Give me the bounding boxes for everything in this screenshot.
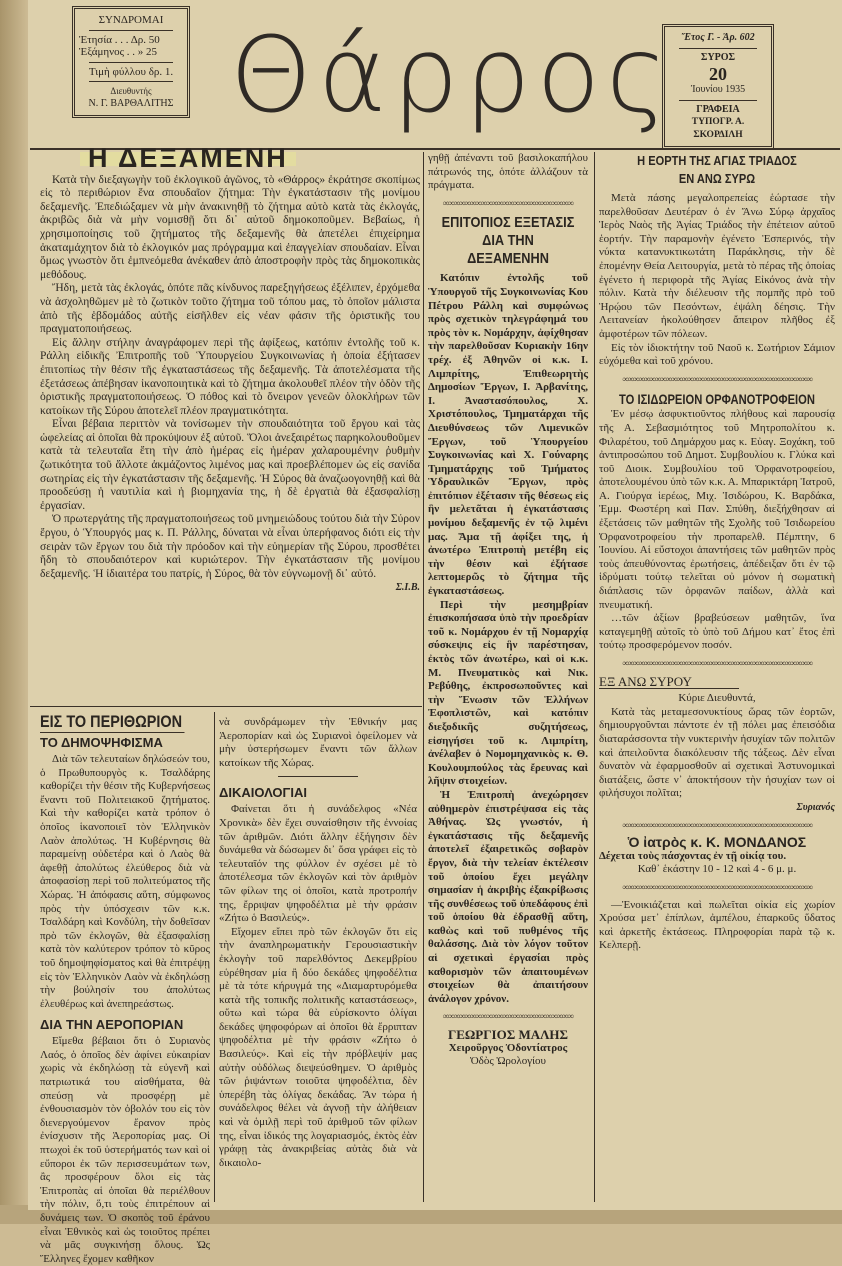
orphanage-title: ΤΟ ΙΣΙΔΩΡΕΙΟΝ ΟΡΦΑΝΟΤΡΟΦΕΙΟΝ	[619, 391, 815, 408]
paragraph: Περὶ τὴν μεσημβρίαν ἐπισκοπήσασα ὑπὸ τὴν προεδρίαν τοῦ κ. Νομάρχου ἐν τῇ Νομαρχίᾳ σύσκεψις εἰς ἣν παρέστησαν, ἐκτὸς τῶν ἀνωτέρω, καὶ οἱ κ.κ. Μ. Πνευματικὸς καὶ Νικ. Ρεβύθης, ἐκπροσωποῦντες καὶ τὴν Ἕνωσιν τῶν Ἑλλήνων Ἐφοπλιστῶν, καὶ κατόπιν διεξοδικῆς συζητήσεως, εἰσηγήσει τοῦ κ. Λιμπρίτη, ἀνέλαβεν ὁ Νομομηχανικὸς κ. Θ. Κουλουμπούλος τὰς ἔρευνας καὶ λῆψιν στοιχείων.	[428, 598, 588, 788]
paragraph: Εἰς ἄλλην στήλην ἀναγράφομεν περὶ τῆς ἀφίξεως, κατόπιν ἐντολῆς τοῦ κ. Ράλλη εἰδικῆς Ἐπιτροπῆς τοῦ Ὑπουργείου Συγκοινωνίας ἡ ὁποία ἐξήτασεν ἐπιτοπίως τὴν θέσιν τῆς ἐγκαταστάσεως τῆς δεξαμενῆς. Τὰ ἀποτελέσματα τῆς ἐξετάσεως ἀπέβησαν ἱκανοποιητικὰ καὶ τὸ ζήτημα ἀκολουθεῖ πλέον τὴν ὁδὸν τῆς ὁριστικῆς πραγματοποιήσεως. Ὁ πόθος καὶ τὸ ὄνειρον γενεῶν ὁλοκλήρων τῶν κατοίκων τῆς Σύρου ἀποτελεῖ πλέον πραγματικότητα.	[40, 336, 420, 417]
justifications-title: ΔΙΚΑΙΟΛΟΓΙΑΙ	[219, 785, 307, 801]
place: ΣΥΡΟΣ	[700, 51, 736, 63]
signature: Σ.Ι.Β.	[395, 582, 420, 594]
margin-section-title: ΕΙΣ ΤΟ ΠΕΡΙΘΩΡΙΟΝ	[40, 712, 185, 733]
letter-signature: Συριανός	[796, 801, 835, 813]
classified-ad: —Ἐνοικιάζεται καὶ πωλεῖται οἰκία εἰς χωρίον Χρούσα μετ᾽ ἐπίπλων, ἀμπέλου, ἐπαρκοῦς ὕδατος καὶ ἀρκετῆς ἐκτάσεως. Πληροφορίαι παρὰ τῷ κ. Κελπερῇ.	[599, 898, 835, 952]
dentist-profession: Χειροῦργος Ὀδοντίατρος	[448, 1041, 568, 1054]
paragraph: Ἡ Ἐπιτροπὴ ἀνεχώρησεν αὐθημερὸν ἐπιστρέψασα εἰς τὰς Ἀθήνας. Ὡς γνωστόν, ἡ ἐγκατάστασις τῆς δεξαμενῆς ἀποτελεῖ ἐξαιρετικῶς σοβαρὸν ἔργον, διὰ τὴν τελείαν ἐκτέλεσιν τοῦ ὁποίου ἔχει μεγάλην σημασίαν ἡ ἀκριβὴς ἐξακρίβωσις τῆς συνθέσεως τοῦ ὑπεδάφους ἐπὶ τοῦ ὁποίου θὰ ἐδρασθῇ αὕτη, καθὼς καὶ τοῦ πυθμένος τῆς θαλάσσης. Διὰ τὸν λόγον τοῦτον αἱ σχετικαὶ ἐργασίαι πρὸς καθορισμὸν τῶν ἀπαιτουμένων στοιχείων θὰ ἀπαιτήσουν ἀνάλογον χρόνον.	[428, 788, 588, 1005]
ornament-divider: ∞∞∞∞∞∞∞∞∞∞∞∞∞∞∞∞∞∞∞∞∞∞∞∞∞∞∞∞∞∞∞∞∞∞∞	[622, 819, 812, 830]
subscription-heading: ΣΥΝΔΡΟΜΑΙ	[98, 14, 164, 26]
column-rule	[423, 152, 424, 1202]
date-month-year: Ἰουνίου 1935	[690, 84, 746, 95]
ornament-divider: ∞∞∞∞∞∞∞∞∞∞∞∞∞∞∞∞∞∞∞∞∞∞∞∞	[443, 197, 573, 208]
letter-title: ΕΞ ΑΝΩ ΣΥΡΟΥ	[599, 675, 739, 690]
inspection-title-line1: ΕΠΙΤΟΠΙΟΣ ΕΞΕΤΑΣΙΣ	[441, 214, 575, 232]
director-label: Διευθυντής	[110, 86, 152, 96]
referendum-title: ΤΟ ΔΗΜΟΨΗΦΙΣΜΑ	[40, 735, 163, 750]
ornament-divider: ∞∞∞∞∞∞∞∞∞∞∞∞∞∞∞∞∞∞∞∞∞∞∞∞∞∞∞∞∞∞∞∞∞∞∞	[622, 373, 812, 384]
letter-salutation: Κύριε Διευθυντά,	[678, 692, 756, 705]
paragraph: Κατὰ τὰς μεταμεσονυκτίους ὥρας τῶν ἑορτῶν, δημιουργοῦνται πάντοτε ἐν τῇ πόλει μας ἐπεισόδια διαταράσσοντα τὴν νυκτερινὴν ἡσυχίαν τῶν πολιτῶν καὶ ἀπειλοῦντα διακόλευσιν τῆς τάξεως. Δὲν εἶναι δυνατὸν νὰ ἐφαρμοσθοῦν αἱ σχετικαὶ Ἀστυνομικαὶ διατάξεις, ὥστε ν᾽ ἀποκτήσουν τὴν ἡσυχίαν των οἱ φιλήσυχοι πολῖται;	[599, 705, 835, 800]
feast-title-line2: ΕΝ ΑΝΩ ΣΥΡΩ	[678, 171, 756, 186]
feast-title-line1: Η ΕΟΡΤΗ ΤΗΣ ΑΓΙΑΣ ΤΡΙΑΔΟΣ	[637, 153, 797, 168]
paragraph: …τῶν ἀξίων βραβεύσεων μαθητῶν, ἵνα καταγεμηθῇ αὐτοῖς τὸ ὑπὸ τοῦ Δήμου κατ᾽ ἔτος ἐπὶ τούτῳ προσφερόμενον ποσόν.	[599, 612, 835, 652]
main-article-title: Η ΔΕΞΑΜΕΝΗ	[80, 152, 296, 166]
inspection-title-line2: ΔΙΑ ΤΗΝ ΔΕΞΑΜΕΝΗΝ	[467, 232, 549, 268]
annual-price: Ἐτησία . . . Δρ. 50	[79, 33, 160, 46]
paragraph: Ἐν μέσῳ ἀσφυκτιοῦντος πλήθους καὶ παρουσίᾳ τῆς Α. Σεβασμιότητος τοῦ Μητροπολίτου κ. Φιλαρέτου, τοῦ Δημάρχου μας κ. Εὐαγ. Ξοχάκη, τοῦ ἀντιπροσώπου τοῦ Δημοτ. Συμβουλίου κ. Γλύκα καὶ τοῦ Διοικ. Συμβουλίου τοῦ Ὀρφανοτροφείου, ἀποτελουμένου ὑπὸ τῶν κ.κ. Α. Μπαρικτάρη Ἰατροῦ, Α. Γιούργα ἱερέως, Μιχ. Ἰσιδώρου, Κ. Βαρδάκα, Ἐμμ. Φωστέρη καὶ Παν. Σπύθη, διεξήχθησαν αἱ ἐξετάσεις τῶν μαθητῶν τῆς Σχολῆς τοῦ Ἰσιδωρείου Ὀρφανοτροφείου τὴν προπαρελθ. Πέμπτην, 6 Ἰουνίου. Αἱ εὔστοχοι ἀπαντήσεις τῶν μαθητῶν πρὸς τοὺς ἀπευθύνοντας ἐρωτήσεις, ἀπέδειξαν ὅτι ἐν τῷ ἱδρύματι τούτῳ τελεῖται οὐ μόνον ἡ σωματικὴ διάπλασις τῶν ὀρφανῶν παίδων, ἀλλὰ καὶ πνευματική.	[599, 408, 835, 611]
paragraph: Εἴχομεν εἴπει πρὸ τῶν ἐκλογῶν ὅτι εἰς τὴν ἀναπληρωματικὴν Γερουσιαστικὴν ἐκλογὴν τοῦ παρελθόντος Δεκεμβρίου εὑρέθησαν μία ἢ δύο δεκάδες ψηφοδέλτια μὲ τὰ τότε κήρυγμά της «Διαμαρτυρόμεθα κατὰ τῆς τοπικῆς πολιτικῆς καταστάσεως», οὕτω καὶ τώρα θὰ εὑρίσκοντο ὀλίγαι δεκάδες ψηφοφόρων αἱ ὁποῖοι θὰ ἔρριπταν ψηφοδέλτια μὲ τὴν φράσιν «Ζήτω ὁ Βασιλεύς». Καὶ εἰς τὴν πρόβλεψίν μας αὐτὴν οὐδόλως διεψεύσθημεν. Ὁ ἀριθμὸς τῶν ῥιψάντων τοιοῦτα ψηφοδέλτια, δὲν ὑπερέβη τὰς ὀλίγας δεκάδας. Ἂν τώρα ἡ συνάδελφος θέλει νὰ ἀγνοῇ τὴν ἀλήθειαν καὶ νὰ ὁμιλῇ περὶ τοῦ ἀριθμοῦ τῶν φίλων της, εἶναι ἰδικός της λογαριασμός, ἐκτὸς ἐὰν γράφῃ τὰς ἀνακριβείας αὐτὰς διὰ νὰ δικαιολο-	[219, 925, 417, 1169]
ornament-divider: ∞∞∞∞∞∞∞∞∞∞∞∞∞∞∞∞∞∞∞∞∞∞∞∞∞∞∞∞∞∞∞∞∞∞∞	[622, 658, 812, 668]
paragraph: Κατὰ τὴν διεξαγωγὴν τοῦ ἐκλογικοῦ ἀγῶνος, τὸ «Θάρρος» ἐκράτησε σκοπίμως εἰς τὸ περιθώριον ἕνα σπουδαῖον ζήτημα: Τὴν ἐγκατάστασιν τῆς μονίμου δεξαμενῆς. Ἐπεδιώξαμεν νὰ μὴν ἀνακινηθῇ τὸ ζήτημα αὐτὸ κατὰ τὰς ἐκλογάς, ἀκριβῶς διὰ νὰ μὴν νομισθῇ ὅτι δι᾽ αὐτοῦ δημοκοποῦμεν. Βεβαίως, ἡ χρησιμοποίησις τοῦ ζητήματος τῆς δεξαμενῆς θὰ ἀπετέλει ἐπιχείρημα ἀκαταμάχητον διὰ τὸ ἐκλογικόν μας πρόγραμμα καὶ ἐπαγγελίαν σπουδαίαν. Εἶναι ὅμως γνωστὸν ὅτι ἐμπνεόμεθα ἀνέκαθεν ἀπὸ ἀποστροφὴν πρὸς τὰς δημοκοπικὰς μεθόδους.	[40, 173, 420, 281]
column-rule	[594, 152, 595, 1202]
paragraph: Διὰ τῶν τελευταίων δηλώσεών του, ὁ Πρωθυπουργὸς κ. Τσαλδάρης καθορίζει τὴν θέσιν τῆς Κυβερνήσεως ἔναντι τοῦ Πολιτειακοῦ ζητήματος. Καὶ τὴν καθορίζει κατὰ τρόπον ὁ ὁποῖος ἱκανοποιεῖ τὸν Ἑλληνικὸν Λαὸν ἀπολύτως. Ἡ Κυβέρνησις θὰ παραμείνῃ οὐδετέρα καὶ ὁ Λαὸς θὰ ἀφεθῇ ἀπολύτως ἐλεύθερος διὰ νὰ ἀποφασίσῃ περὶ τοῦ πολιτεύματος τῆς Χώρας. Ἡ ἀπόφασις αὕτη, σύμφωνος πρὸς τὴν ὑπόσχεσιν τῶν κ.κ. Τσαλδάρη καὶ Κονδύλη, τὴν δοθεῖσαν πρὸ τῶν ἐκλογῶν, θὰ ἐξασφαλίσῃ κατὰ τὸν καλύτερον τρόπον τὸ κῦρος τοῦ δημοψηφίσματος καὶ θὰ ἐπιτρέψῃ εἰς τὸν Ἑλληνικὸν Λαὸν νὰ ἐκδηλώσῃ τὴν βούλησίν του ἀπολύτως ἐλευθέρως καὶ ἀνεπηρεάστως.	[40, 753, 210, 1010]
paragraph: Εἶναι βέβαια περιττὸν νὰ τονίσωμεν τὴν σπουδαιότητα τοῦ ἔργου καὶ τὰς ὠφελείας αἱ ὁποῖαι θὰ προκύψουν ἐξ αὐτοῦ. Ὅλοι ἀνεξαιρέτως παρηκολουθοῦμεν κατὰ τὰ τελευταῖα ἔτη τὴν ἀπὸ ἡμέρας εἰς ἡμέραν χαλαρουμένην ῥυθμὴν ζωτικότητα τοῦ ἄλλοτε ἀκμάζοντος λιμένος μας καὶ προεβλέπομεν ὡς εἰς σανίδα σωτηρίας εἰς τὴν ἐγκατάστασιν τῆς δεξαμενῆς. Ἡ Σύρος θὰ ἀναζωογονηθῇ καὶ θὰ προοδεύσῃ ἡ ναυτιλία καὶ ἡ βιομηχανία της, ἡ δὲ ἐργατιὰ θὰ ἐξασφαλίσῃ ἐργασίαν.	[40, 418, 420, 512]
carryover-text: νὰ συνδράμωμεν τὴν Ἐθνικήν μας Ἀεροπορίαν καὶ ὡς Συριανοὶ ὀφείλομεν νὰ μὴν ὑστερήσωμεν ἔναντι τῶν ἄλλων κατοίκων τῆς Χώρας.	[219, 716, 417, 769]
page-spine	[0, 0, 28, 1224]
issue-box	[662, 24, 774, 149]
sheet-price: Τιμὴ φύλλου δρ. 1.	[88, 65, 174, 78]
right-column	[599, 152, 835, 1204]
margin-section	[40, 712, 210, 1265]
dentist-name: ΓΕΩΡΓΙΟΣ ΜΑΛΗΣ	[447, 1027, 569, 1043]
paragraph: Κατόπιν ἐντολῆς τοῦ Ὑπουργοῦ τῆς Συγκοινωνίας Κου Πέτρου Ράλλη καὶ συμφώνως πρὸς σχετικὸν τηλεγράφημά του πρὸς τὸν κ. Νομάρχην, ἀφίχθησαν τὴν παρελθοῦσαν Κυριακὴν 16ην τρέχ. ἐξ Ἀθηνῶν οἱ κ.κ. Ι. Λιμπρίτης, Ἐπιθεωρητὴς Δημοσίων Ἔργων, Ι. Ἀρβανίτης, Ι. Ἀναστασόπουλος, Χ. Χριστόπουλος, Τμηματάρχαι τῆς Διευθύνσεως τῶν Λιμενικῶν Ἔργων, τοῦ Ὑπουργείου Συγκοινωνίας καὶ Χ. Γούναρης Τμηματάρχης τοῦ Τμήματος Ὑδραυλικῶν Ἔργων, πρὸς ἐπιτόπιον ἐξέτασιν τῆς θέσεως εἰς ἣν μελετᾶται ἡ ἐγκατάστασις μονίμου δεξαμενῆς ἐν τῷ λιμένι μας. Ἅμα τῇ ἀφίξει της, ἡ ἀνωτέρω Ἐπιτροπὴ μετέβη εἰς τὴν θέσιν καὶ ἐξήτασε λεπτομερῶς τὸ ζήτημα τῆς ἐγκαταστάσεως.	[428, 272, 588, 598]
main-article-rule	[30, 706, 422, 707]
semiannual-price: Ἑξάμηνος . . » 25	[79, 46, 157, 58]
date-day: 20	[709, 64, 727, 84]
main-article	[40, 143, 420, 702]
carryover-text: γηθῇ ἀπέναντι τοῦ βασιλοκαπήλου πάτρωνός της, ὁπότε ἀλλάζουν τὰ πράγματα.	[428, 152, 588, 192]
paragraph: Φαίνεται ὅτι ἡ συνάδελφος «Νέα Χρονικὰ» δὲν ἔχει συναίσθησιν τῆς ἐννοίας τῶν ἀριθμῶν. Διότι ἄλλην ἐξήγησιν δὲν δυνάμεθα νὰ δώσωμεν δι᾽ ὅσα γράφει εἰς τὸ τελευταῖόν της φύλλον ἐν σχέσει μὲ τὸ ἀποτέλεσμα τῶν ἐκλογῶν καὶ τὸν ἀριθμὸν τῶν φίλων της οἱ ὁποῖοι, κατὰ προτροπήν της, ἔρριψαν ψηφοδέλτια μὲ τὴν φράσιν «Ζήτω ὁ Βασιλεύς».	[219, 803, 417, 925]
offices-label: ΓΡΑΦΕΙΑ	[696, 103, 740, 115]
paragraph: Ἤδη, μετὰ τὰς ἐκλογάς, ὁπότε πᾶς κίνδυνος παρεξηγήσεως ἐξέλιπεν, ἐρχόμεθα νὰ ἀσχοληθῶμεν μὲ τὸ ζωτικὸν τοῦτο ζήτημα τοῦ τόπου μας, τὸ ὁποῖον μάλιστα ἀπὸ τῆς ἑβδομάδος αὐτῆς εἰσῆλθεν εἰς νέαν φάσιν τῆς ὁριστικῆς του πραγματοποιήσεως.	[40, 282, 420, 336]
ornament-divider: ∞∞∞∞∞∞∞∞∞∞∞∞∞∞∞∞∞∞∞∞∞∞∞∞	[443, 1011, 573, 1022]
airforce-title: ΔΙΑ ΤΗΝ ΑΕΡΟΠΟΡΙΑΝ	[40, 1017, 184, 1033]
justifications-section	[219, 716, 417, 1202]
paragraph: Εἴμεθα βέβαιοι ὅτι ὁ Συριανὸς Λαός, ὁ ὁποῖος δὲν ἀφίνει εὐκαιρίαν χωρὶς νὰ ἐκδηλώσῃ τὰ εὐγενῆ καὶ πατριωτικά του αἰσθήματα, θὰ σπεύσῃ νὰ προσφέρῃ μὲ ἐνθουσιασμὸν τὸν ὀβολόν του εἰς τὸν διενεργούμενον ἔρανον πρὸς ἐνίσχυσιν τῆς Ἀεροπορίας μας. Οἱ πτωχοὶ ἐκ τοῦ ὑστερήματός των καὶ οἱ εὔποροι ἐκ τῶν περισσευμάτων των, ἂς προσφέρουν ὅλοι εἰς τὰς Ἐπιτροπὰς αἱ ὁποῖαι θὰ περιέλθουν τὴν πόλιν, ὅ,τι τοὺς ἐπιτρέπουν αἱ δυνάμεις των. Ὁ σκοπὸς τοῦ ἐράνου εἶναι Ἐθνικὸς καὶ ὡς τοιοῦτος πρέπει νὰ μᾶς συγκινήσῃ ὅλους. Ὡς Ἕλληνες ἔχομεν καθῆκον	[40, 1035, 210, 1265]
column-rule	[214, 712, 215, 1202]
newspaper-title: Θάρρος	[230, 14, 674, 136]
middle-column	[428, 152, 588, 1204]
director-name: Ν. Γ. ΒΑΡΘΑΛΙΤΗΣ	[88, 97, 174, 109]
doctor-name: Ὁ ἰατρὸς κ. Κ. ΜΟΝΔΑΝΟΣ	[627, 834, 807, 851]
doctor-hours: Καθ᾽ ἑκάστην 10 - 12 καὶ 4 - 6 μ. μ.	[637, 863, 797, 876]
subscription-box	[72, 6, 190, 118]
doctor-line: Δέχεται τοὺς πάσχοντας ἐν τῇ οἰκίᾳ του.	[599, 849, 787, 862]
paragraph: Εἰς τὸν ἰδιοκτήτην τοῦ Ναοῦ κ. Σωτήριον Σάμιον εὐχόμεθα καὶ τοῦ χρόνου.	[599, 341, 835, 368]
dentist-address: Ὁδὸς Ὡρολογίου	[469, 1055, 546, 1068]
ornament-divider: ∞∞∞∞∞∞∞∞∞∞∞∞∞∞∞∞∞∞∞∞∞∞∞∞∞∞∞∞∞∞∞∞∞∞∞	[622, 881, 812, 892]
issue-number: Ἔτος Γ. - Ἀρ. 602	[681, 32, 755, 43]
paragraph: Ὁ πρωτεργάτης τῆς πραγματοποιήσεως τοῦ μνημειώδους τούτου διὰ τὴν Σύρον ἔργου, ὁ Ὑπουργός μας κ. Π. Ράλλης, δύναται νὰ εἶναι ὑπερήφανος διότι εἰς τὴν σειρὰν τῶν ἔργων του διὰ τὴν πρόοδον καὶ τὴν εὐημερίαν τῆς Σύρου, προσθέτει ἤδη τὸ σπουδαιότερον καὶ κυριώτερον. Τὴν ἐγκατάστασιν τῆς μονίμου δεξαμενῆς. Ἡ ἰδιαιτέρα του πατρίς, ἡ Σύρος, θὰ τὸν εὐγνωμονῇ δι᾽ αὐτό.	[40, 513, 420, 580]
paragraph: Μετὰ πάσης μεγαλοπρεπείας ἑώρτασε τὴν παρελθοῦσαν Δευτέραν ὁ ἐν Ἄνω Σύρῳ ἀρχαῖος Ἱερὸς Ναὸς τῆς Ἁγίας Τριάδος τὴν ἐπέτειον αὐτοῦ ἑορτήν. Τὴν παραμονὴν ἐγένετο Ἑσπερινός, τὴν νύκτα κατανυκτικωτάτη Παράκλησις, τὴν δὲ ἐπομένην Θεία Λειτουργία, μετὰ τὸ πέρας τῆς ὁποίας ἐγένετο ἡ περιφορὰ τῆς Ἁγίας Εἰκόνος ἀνὰ τὴν πόλιν. Κατὰ τὴν διέλευσιν τῆς πομπῆς πρὸ τοῦ Ἡρῴου τῶν Πεσόντων, ἐψάλη δέησις. Τὴν Λειτανείαν ἠκολούθησεν ἄπειρον πλῆθος ἐξ ἀμφοτέρων τῶν πόλεων.	[599, 192, 835, 340]
offices-address: ΤΥΠΟΓΡ. Α. ΣΚΟΡΔΙΛΗ	[691, 117, 745, 140]
